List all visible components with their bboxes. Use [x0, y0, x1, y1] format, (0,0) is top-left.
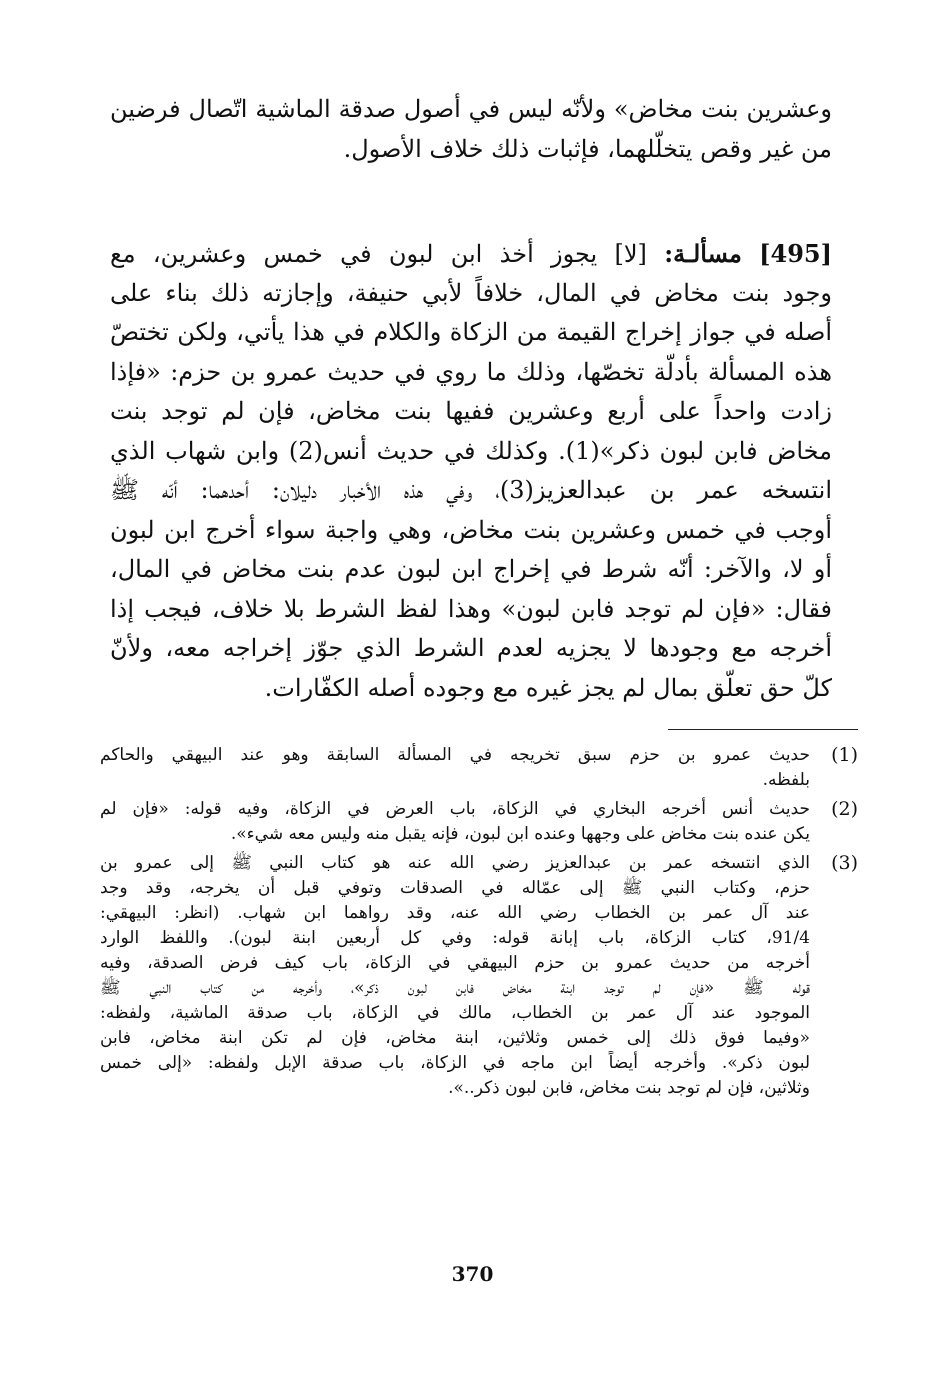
footnote-number: (1): [831, 744, 858, 766]
footnote-line: حديث أنس أخرجه البخاري في الزكاة، باب العرض في الزكاة، وفيه قوله: «فإن لم: [100, 799, 810, 819]
footnote-line: بلفظه.: [762, 770, 810, 790]
footnote-line: الموجود عند آل عمر بن الخطاب، مالك في الزكاة، باب صدقة الماشية، ولفظه:: [100, 1003, 810, 1023]
footnote-line: 91/4، كتاب الزكاة، باب إبانة قوله: وفي كل أربعين ابنة لبون). واللفظ الوارد: [100, 928, 810, 948]
footnote-separator: [668, 729, 858, 730]
footnote-line: قوله ﷺ «فإن لم توجد ابنة مخاض فابن لبون ذكر»، وأخرجه من كتاب النبي ﷺ: [100, 978, 810, 998]
intro-paragraph: [110, 90, 832, 169]
footnote-1: [100, 743, 858, 793]
text-line: أوجب في خمس وعشرين بنت مخاض، وهي واجبة سواء أخرج ابن لبون: [110, 515, 832, 544]
issue-heading-line: [110, 234, 832, 274]
text-line: من غير وقص يتخلّلهما، فإثبات ذلك خلاف الأصول.: [343, 134, 832, 163]
footnote-line: الذي انتسخه عمر بن عبدالعزيز رضي الله عنه هو كتاب النبي ﷺ إلى عمرو بن: [100, 853, 810, 873]
text-line: زادت واحداً على أربع وعشرين ففيها بنت مخاض، فإن لم توجد بنت: [110, 397, 832, 425]
footnote-line: حزم، وكتاب النبي ﷺ إلى عمّاله في الصدقات وتوفي قبل أن يخرجه، وقد وجد: [100, 878, 810, 898]
text-line: [لا] يجوز أخذ ابن لبون في خمس وعشرين، مع: [110, 240, 647, 268]
footnote-number: (3): [831, 852, 858, 874]
footnotes: [100, 743, 858, 1105]
footnote-line: عند آل عمر بن الخطاب رضي الله عنه، وقد رواهما ابن شهاب. (انظر: البيهقي:: [100, 903, 810, 923]
text-line: كلّ حق تعلّق بمال لم يجز غيره مع وجوده أصله الكفّارات.: [264, 673, 832, 702]
footnote-2: [100, 797, 858, 847]
text-line: وعشرين بنت مخاض» ولأنّه ليس في أصول صدقة الماشية اتّصال فرضين: [110, 95, 832, 123]
issue-label: مسألـة:: [664, 239, 742, 268]
footnote-3: [100, 851, 858, 1101]
footnote-line: حديث عمرو بن حزم سبق تخريجه في المسألة السابقة وهو عند البيهقي والحاكم: [100, 745, 810, 765]
footnote-line: «وفيما فوق ذلك إلى خمس وثلاثين، ابنة مخاض، فإن لم تكن ابنة مخاض، فابن: [100, 1028, 810, 1048]
text-line: أو لا، والآخر: أنّه شرط في إخراج ابن لبون عدم بنت مخاض في المال،: [110, 555, 832, 583]
footnote-number: (2): [831, 798, 858, 820]
footnote-line: لبون ذكر». وأخرجه أيضاً ابن ماجه في الزكاة، باب صدقة الإبل ولفظه: «إلى خمس: [100, 1053, 810, 1073]
page-number: 370: [451, 1262, 494, 1286]
text-line: فقال: «فإن لم توجد فابن لبون» وهذا لفظ الشرط بلا خلاف، فيجب إذا: [110, 594, 832, 623]
footnote-line: وثلاثين، فإن لم توجد بنت مخاض، فابن لبون ذكر..».: [448, 1078, 810, 1098]
issue-paragraph: [110, 234, 832, 708]
footnote-line: أخرجه من حديث عمرو بن حزم البيهقي في الزكاة، باب كيف فرض الصدقة، وفيه: [100, 953, 810, 973]
text-line: هذه المسألة بأدلّة تخصّها، وذلك ما روي في حديث عمرو بن حزم: «فإذا: [110, 357, 832, 386]
text-line: وجود بنت مخاض في المال، خلافاً لأبي حنيفة، وإجازته ذلك بناء على: [110, 278, 832, 307]
text-line: انتسخه عمر بن عبدالعزيز(3)، وفي هذه الأخبار دليلان: أحدهما: أنّه ﷺ: [110, 476, 832, 504]
text-line: أخرجه مع وجودها لا يجزيه لعدم الشرط الذي جوّز إخراجه معه، ولأنّ: [110, 634, 832, 662]
issue-number: [495]: [759, 239, 832, 268]
text-line: أصله في جواز إخراج القيمة من الزكاة والكلام في هذا يأتي، ولكن تختصّ: [110, 318, 832, 346]
text-line: مخاض فابن لبون ذكر»(1). وكذلك في حديث أنس(2) وابن شهاب الذي: [110, 436, 832, 465]
footnote-line: يكن عنده بنت مخاض على وجهها وعنده ابن لبون، فإنه يقبل منه وليس معه شيء».: [230, 824, 810, 844]
